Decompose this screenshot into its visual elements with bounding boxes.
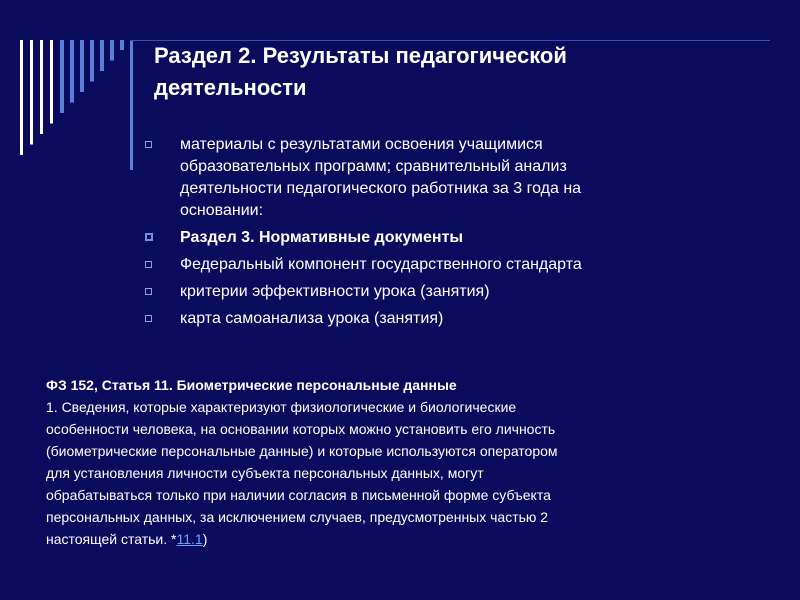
square-bullet-icon	[145, 288, 152, 295]
bullet-line: образовательных программ; сравнительный анализ	[180, 158, 567, 175]
bullet-line: материалы с результатами освоения учащимися	[180, 136, 543, 153]
stripe	[20, 40, 23, 155]
bullet-list	[140, 134, 700, 335]
law-line: особенности человека, на основании которых можно установить его личность	[46, 421, 556, 437]
bullet-line: основании:	[180, 202, 264, 219]
law-excerpt	[46, 374, 736, 550]
law-last-suffix: )	[202, 531, 208, 547]
law-line: для установления личности субъекта персональных данных, могут	[46, 465, 484, 481]
bullet-item-materials	[140, 134, 700, 222]
law-line: (биометрические персональные данные) и которые используются оператором	[46, 443, 558, 459]
bullet-item-federal-standard	[140, 254, 700, 276]
title-line-2: деятельности	[154, 75, 307, 100]
square-bullet-icon	[145, 141, 152, 148]
square-bullet-icon	[145, 233, 153, 241]
bullet-line: карта самоанализа урока (занятия)	[180, 310, 444, 327]
stripe	[60, 40, 64, 113]
square-bullet-icon	[145, 261, 152, 268]
stripe	[110, 40, 114, 61]
bullet-item-self-analysis	[140, 308, 700, 330]
law-last-line	[46, 528, 736, 550]
stripe-long	[130, 40, 133, 170]
bullet-line: Федеральный компонент государственного стандарта	[180, 256, 582, 273]
stripe	[90, 40, 94, 82]
stripe	[80, 40, 84, 92]
stripe	[120, 40, 124, 50]
bullet-line: критерии эффективности урока (занятия)	[180, 283, 490, 300]
stripe	[30, 40, 33, 145]
square-bullet-icon	[145, 315, 152, 322]
stripe	[50, 40, 53, 124]
stripe	[70, 40, 74, 103]
bullet-line: Раздел 3. Нормативные документы	[180, 229, 464, 246]
law-line: 1. Сведения, которые характеризуют физиологические и биологические	[46, 399, 517, 415]
bullet-item-lesson-criteria	[140, 281, 700, 303]
bullet-item-section3	[140, 227, 700, 249]
footnote-link[interactable]: 11.1	[176, 531, 203, 547]
title-line-1: Раздел 2. Результаты педагогической	[154, 43, 567, 68]
law-line: обрабатываться только при наличии согласия в письменной форме субъекта	[46, 487, 551, 503]
law-last-prefix: настоящей статьи. *	[46, 531, 177, 547]
slide-title	[154, 40, 714, 104]
law-line: персональных данных, за исключением случаев, предусмотренных частью 2	[46, 509, 549, 525]
stripe	[100, 40, 104, 71]
stripe	[40, 40, 43, 134]
law-heading: ФЗ 152, Статья 11. Биометрические персональные данные	[46, 377, 457, 393]
bullet-line: деятельности педагогического работника за 3 года на	[180, 180, 582, 197]
